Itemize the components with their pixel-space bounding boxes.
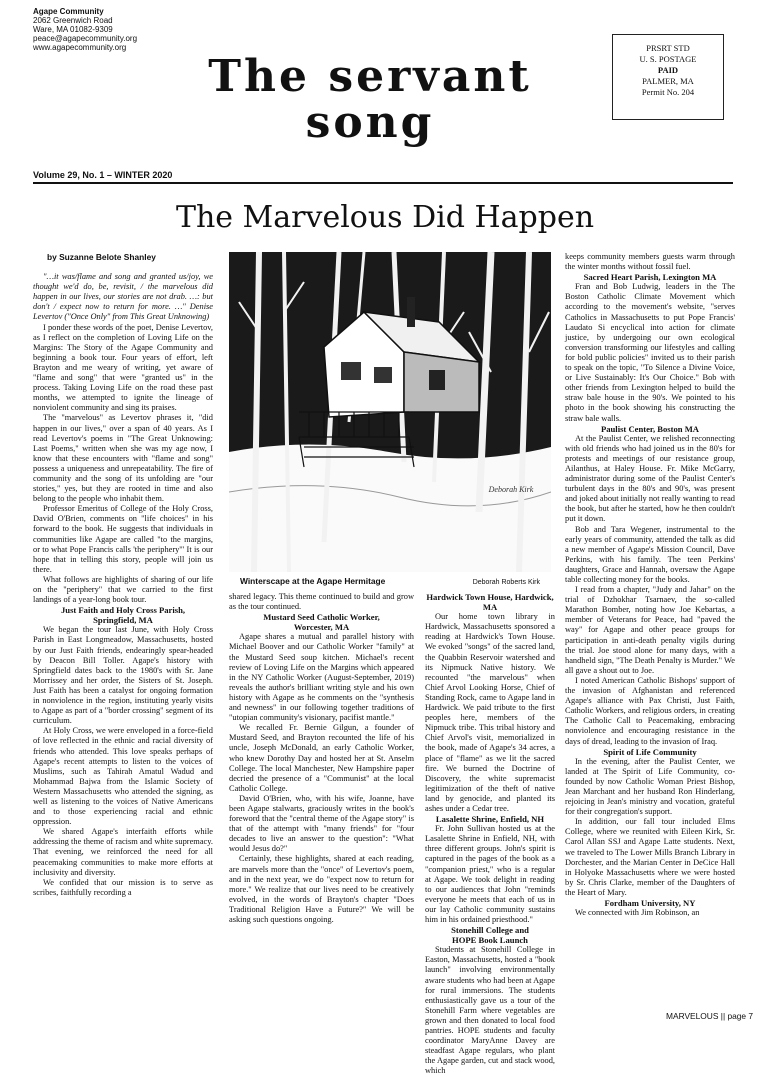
indicia-line4: PALMER, MA [642,76,694,86]
article-column-2 [229,592,414,925]
paragraph: In addition, our fall tour included Elms College, where we reunited with Eileen Kirk, Sr. Carol Allan SSJ and Agape Latte students. Next, we traveled to The Lower Mills Branch Library in Dorchester, and the Marian Center in DeCice Hall in Holyoke Massachusetts where we were hosted by Sr. Chris Clarke, member of the Daughters of the Heart of Mary. [565,817,735,897]
masthead-rule [33,182,733,184]
paragraph: I read from a chapter, "Judy and Jahar" on the trial of Dzhokhar Tsarnaev, the so-called Marathon Bomber, noting how Joe Kebartas, a member of Veterans for Peace, had "paved the way" for Agape and other peace groups for participation in anti-death penalty vigils during the trial. Joe stood alone for many days, with a handheld sign, "The Death Penalty is Murder." We all gave a shout out to Joe. [565,585,735,675]
section-heading: Fordham University, NY [604,898,696,908]
article-column-4 [565,252,735,918]
indicia-line3: PAID [657,65,679,75]
caption-credit: Deborah Roberts Kirk [472,579,540,586]
section-heading: Springfield, MA [93,615,153,626]
section-heading: Worcester, MA [293,622,350,633]
paragraph: Our home town library in Hardwick, Massachusetts sponsored a reading at Hardwick's Town House. We evoked "songs" of the sacred land, the Quabbin Reservoir watershed and its Nipmuck Native history. We recounted "the marvelous" when Chief Arvol Looking Horse, Chief of Standing Rock, came to Agape land in Hardwick. We paid tribute to the first peoples here, members of the Nipmuck tribe. This tribal history and Chief Arvol's visit, memorialized in the book, made of Agape's 34 acres, a place of "flame" as we lit the sacred fire. We burned the Doctrine of Discovery, the white supremacist legitimization of the theft of native land by genocide, and planted its ashes under a Cedar tree. [425,612,555,813]
paragraph: keeps community members guests warm through the winter months without fossil fuel. [565,252,735,272]
org-address-line2: Ware, MA 01082-9309 [33,25,113,34]
byline: by Suzanne Belote Shanley [47,252,156,262]
paragraph: The "marvelous" as Levertov phrases it, "did happen in our lives," over a span of 40 years. As I read Levertov's poems in "The Great Unknowing: Last Poems," written when she was my age now, I know that these encounters with "flame and song" possess a uniqueness and unrepeatability. The fire of community and the song of its unfolding are "our stories," yes, but they are rooted in time and also belong to the people who inhabit them. [33,413,213,504]
paragraph: What follows are highlights of sharing of our life on the "periphery" that we carried to the first landings of a year-long book tour. [33,574,213,605]
epigraph: "…it was/flame and song and granted us/joy, we thought we'd do, be, revisit, / the marvelous did happen in our lives, our stories are not drab. …: but don't / expect now to return for more. …" Denise Levertov ("Once Only" from This Great Unknowing) [33,272,213,322]
paragraph: In the evening, after the Paulist Center, we landed at The Spirit of Life Community, co-founded by now Catholic Woman Priest Bishop, Jean Marchant and her husband Ron Hinderlang, rejoicing in Jean's ministry and vocation, grateful for their congregation's support. [565,756,735,817]
paragraph: We connected with Jim Robinson, an [575,908,700,918]
paragraph: We confided that our mission is to serve as scribes, faithfully recording a [33,877,213,897]
paragraph: Fr. John Sullivan hosted us at the Lasalette Shrine in Enfield, NH, with three different groups. John's spirit is captured in the pages of the book as a "companion priest," who is a regular at Agape. We took delight in reading to our audiences that John "reminds everyone he meets that each of us in our lay Catholic community sustains him in his ordained priesthood." [425,824,555,924]
section-heading: Mustard Seed Catholic Worker, [263,612,380,623]
paragraph: We shared Agape's interfaith efforts while addressing the theme of racism and white supremacy. That evening, we reinforced the need for all peacemaking communities to make more efforts at inclusivity and diversity. [33,827,213,877]
volume-issue: Volume 29, No. 1 – WINTER 2020 [33,170,173,180]
section-heading: Hardwick Town House, Hardwick, MA [426,592,554,613]
section-heading: Paulist Center, Boston MA [600,423,700,434]
paragraph: shared legacy. This theme continued to build and grow as the tour continued. [229,592,414,612]
masthead-line2: song [305,97,435,148]
artist-signature: Deborah Kirk [488,485,534,494]
org-website: www.agapecommunity.org [33,43,127,52]
paragraph: David O'Brien, who, with his wife, Joanne, have been Agape stalwarts, graciously writes in the book's foreword that the "central theme of the Agape story" is that of the attempt with "many friends" for "four decades to live an answer to the question": "What would Jesus do?" [229,793,414,854]
indicia-line2: U. S. POSTAGE [639,54,697,64]
paragraph: I ponder these words of the poet, Denise Levertov, as I reflect on the completion of Loving Life on the Margins: The Story of the Agape Community and beginning a book tour. Four years of effort, left Brayton and me weary of writing, yet aware of "flame and song" that were "granted us" in the process. Taking Loving Life on the road these past months, we attempted to ignite the lineage of nonviolent community and sing its praises. [33,322,213,413]
return-address [33,7,137,52]
paragraph: We began the tour last June, with Holy Cross Parish in East Longmeadow, Massachusetts, hosted by our Just Faith friends, endearingly spear-headed by Deacon Bill Toller. Agape's history with Springfield dates back to the 1980's with Sr. Jane Morrissey and her order, the Sisters of St. Joseph. Just Faith has been a catalyst for ongoing formation in nonviolence in the region, instituting yearly visits to Agape as part of a "border crossing" segment of its curriculum. [33,625,213,726]
paragraph: Certainly, these highlights, shared at each reading, are marvels more than the "once" of Levertov's poem, and in the next year, we do "expect now to return for more." We realize that our lives need to be creatively evolved, in the words of Brayton's chapter "Does Traditional Religion Have a Future?" We will be asking such questions ongoing. [229,854,414,924]
postage-indicia [612,34,724,120]
section-heading: Sacred Heart Parish, Lexington MA [583,272,717,283]
org-email: peace@agapecommunity.org [33,34,138,43]
indicia-line1: PRSRT STD [646,43,690,53]
masthead-line1: The servant [208,51,532,102]
article-column-3 [425,592,555,1077]
figure-caption [240,576,540,586]
caption-title: Winterscape at the Agape Hermitage [240,576,386,586]
paragraph: Bob and Tara Wegener, instrumental to the early years of community, attended the talk as did a new member of Agape's Mission Council, Dave Perkins, with his family. The teen Perkins' daughters, Grace and Hannah, oversaw the Agape table collecting money for the books. [565,524,735,584]
paragraph: Students at Stonehill College in Easton, Massachusetts, hosted a "book launch" involving environmentally aware students who had been at Agape for rural immersions. The students enthusiastically gave us a tour of the Stonehill Farm where vegetables are grown and then donated to local food pantries. HOPE students and faculty coordinator MaryAnne Davey are steadfast Agape regulars, who plant the Agape garden, cut and stack wood, which [425,945,555,1076]
paragraph: Professor Emeritus of College of the Holy Cross, David O'Brien, comments on "life choices" in his forward to the book. He suggests that individuals in communities like Agape are called "to the margins, or to what Pope Francis calls 'the periphery'" It is our hope that in telling this story, people will join us there. [33,504,213,574]
paragraph: Agape shares a mutual and parallel history with Michael Boover and our Catholic Worker "family" at the Mustard Seed soup kitchen. Michael's recent review of Loving Life on the Margins which appeared in the NY Catholic Worker (August-September, 2019) reveals the author's brilliant writing style and his own history with Agape as he comments on the "synthesis and newness" in our following together traditions of "utopian community's visionary, pacifist mantle." [229,632,414,723]
winterscape-illustration [229,252,551,572]
paragraph: At the Paulist Center, we relished reconnecting with old friends who had joined us in the 80's for protests and meetings of our resistance group, Ailanthus, at Haley House. Fr. Mike McGarry, administrator during some of the Paulist Center's turbulent days in the 80's and 90's, was present and joked about initially not really wanting to read the book, but after he started, how he then couldn't put it down. [565,433,735,524]
paragraph: At Holy Cross, we were enveloped in a force-field of love reflected in the ethnic and racial diversity of friends who attended. This love speaks perhaps of Agape's recent attempts to listen to the voices of Muslims, such as Tahirah Amatul Wadud and Mohammad Bajwa from the Islamic Society of Western Massachusetts who attended the signing, as well as listening to the voices of Native Americans and to those experiencing racial and ethnic oppression. [33,726,213,827]
masthead [150,51,590,148]
paragraph: We recalled Fr. Bernie Gilgun, a founder of Mustard Seed, and Brayton recounted the life of his uncle, Joseph McDonald, an early Catholic Worker, who knew Dorothy Day and hosted her at St. Anselm College. The local Manchester, New Hampshire paper decried the presence of a "Communist" at the local Catholic College. [229,723,414,793]
section-heading: Lasalette Shrine, Enfield, NH [435,814,545,825]
section-heading: Spirit of Life Community [603,746,697,757]
indicia-line5: Permit No. 204 [641,87,695,97]
article-headline: The Marvelous Did Happen [175,200,595,235]
paragraph: Fran and Bob Ludwig, leaders in the The Boston Catholic Climate Movement which according to the movement's website, "serves Catholics in Massachusetts to put Pope Francis' Laudato Si encyclical into action for climate justice, by undergoing our own ecological conversion transforming our lifestyles and calling for bold public policies" invited us to their parish to speak on the topic, "To Silence a Divine Voice, or Live Sustainably: It's Our Choice." Bob with other friends from Lexington helped to build the straw bale house in the 90's. We pointed to his photo in the book showing his constructing the straw bale walls. [565,282,735,423]
page-footer: MARVELOUS || page 7 [666,1011,754,1021]
paragraph: I noted American Catholic Bishops' support of the invasion of Afghanistan and referenced Agape's alliance with Pax Christi, Just Faith, Catholic Workers, and religious orders, in creating The Catholic Call to Peacemaking, embracing nonviolence and encouraging resistance in the days of dread, leading to the invasion of Iraq. [565,675,735,746]
org-address-line1: 2062 Greenwich Road [33,16,113,25]
hermitage-drawing [229,252,551,572]
section-heading: Stonehill College and [451,925,529,936]
section-heading: HOPE Book Launch [452,935,528,946]
section-heading: Just Faith and Holy Cross Parish, [61,605,185,616]
org-name: Agape Community [33,7,104,16]
article-column-1 [33,252,213,898]
